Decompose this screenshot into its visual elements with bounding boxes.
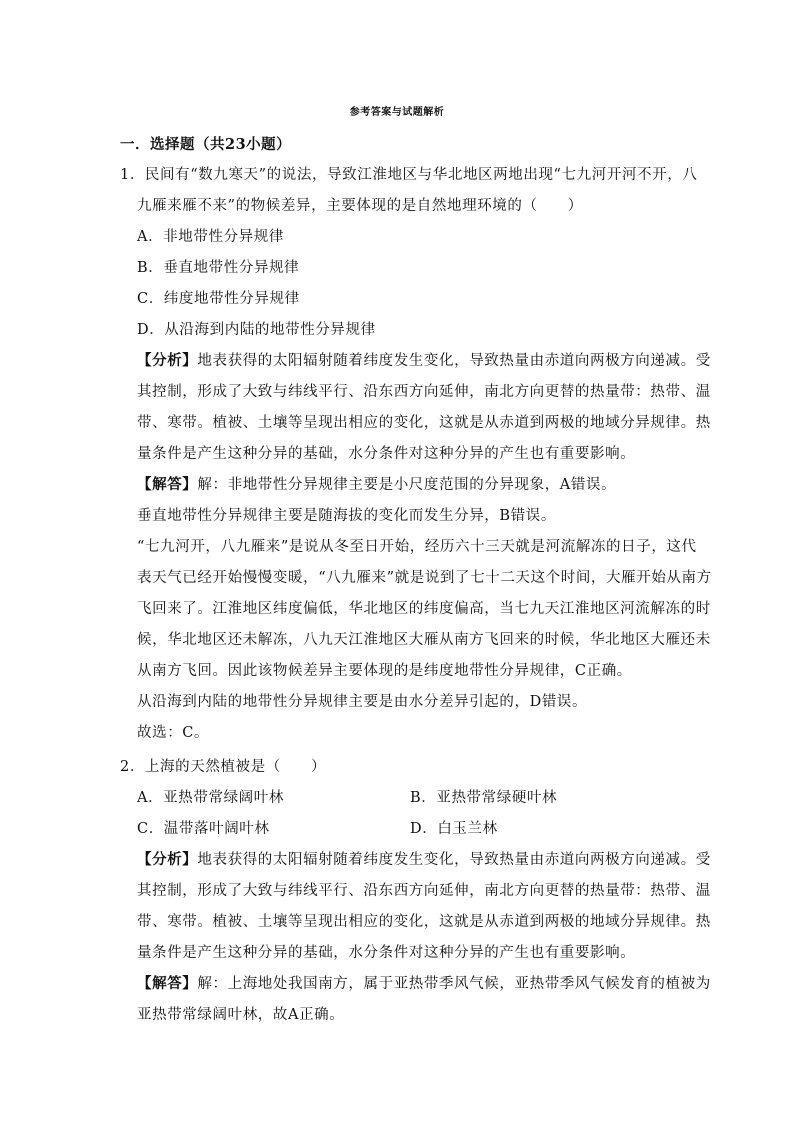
q2-option-b: B．亚热带常绿硬叶林	[410, 790, 558, 806]
q2-analysis-text-1: 地表获得的太阳辐射随着纬度发生变化，导致热量由赤道向两极方向递减。受	[197, 852, 711, 868]
q1-option-c: C．纬度地带性分异规律	[137, 291, 300, 307]
q1-analysis-line-1	[137, 351, 711, 371]
q1-answer-line-1	[137, 475, 616, 495]
q2-answer-line-2: 亚热带常绿阔叶林，故A正确。	[137, 1007, 345, 1023]
document-title: 参考答案与试题解析	[349, 107, 445, 118]
q2-option-c: C．温带落叶阔叶林	[137, 821, 270, 837]
q2-analysis-tag: 【分析】	[137, 851, 198, 868]
q1-answer-line-2: 垂直地带性分异规律主要是随海拔的变化而发生分异，B错误。	[137, 508, 556, 524]
q2-analysis-line-1	[137, 850, 711, 870]
q1-option-b: B．垂直地带性分异规律	[137, 260, 300, 276]
q1-answer-text-1: 解：非地带性分异规律主要是小尺度范围的分异现象，A错误。	[197, 477, 617, 493]
q1-option-d: D．从沿海到内陆的地带性分异规律	[137, 322, 376, 338]
q2-answer-text-1: 解：上海地处我国南方，属于亚热带季风气候，亚热带季风气候发育的植被为	[197, 976, 711, 992]
section-heading: 一．选择题（共23小题）	[120, 136, 292, 153]
q1-answer-line-5: 飞回来了。江淮地区纬度偏低，华北地区的纬度偏高，当七九天江淮地区河流解冻的时	[137, 601, 711, 617]
q1-analysis-line-3: 带、寒带。植被、土壤等呈现出相应的变化，这就是从赤道到两极的地域分异规律。热	[137, 415, 711, 431]
q2-option-d: D．白玉兰林	[410, 821, 498, 837]
q1-analysis-line-2: 其控制，形成了大致与纬线平行、沿东西方向延伸，南北方向更替的热量带：热带、温	[137, 384, 711, 400]
q1-answer-line-8: 从沿海到内陆的地带性分异规律主要是由水分差异引起的，D错误。	[137, 694, 588, 710]
q2-analysis-line-4: 量条件是产生这种分异的基础，水分条件对这种分异的产生也有重要影响。	[137, 945, 636, 961]
q1-answer-line-6: 候，华北地区还未解冻，八九天江淮地区大雁从南方飞回来的时候，华北地区大雁还未	[137, 632, 711, 648]
q1-analysis-line-4: 量条件是产生这种分异的基础，水分条件对这种分异的产生也有重要影响。	[137, 446, 636, 462]
q1-answer-tag: 【解答】	[137, 476, 198, 493]
q1-answer-line-9: 故选：C。	[137, 725, 210, 741]
q1-answer-line-3: “七九河开，八九雁来”是说从冬至日开始，经历六十三天就是河流解冻的日子，这代	[137, 539, 697, 555]
q1-answer-line-7: 从南方飞回。因此该物候差异主要体现的是纬度地带性分异规律，C正确。	[137, 663, 632, 679]
q2-stem: 2．上海的天然植被是（ ）	[120, 759, 327, 775]
q1-stem-line-1: 1．民间有“数九寒天”的说法，导致江淮地区与华北地区两地出现“七九河开河不开，八	[120, 167, 698, 183]
q2-analysis-line-2: 其控制，形成了大致与纬线平行、沿东西方向延伸，南北方向更替的热量带：热带、温	[137, 883, 711, 899]
q2-answer-line-1	[137, 974, 711, 994]
q1-answer-line-4: 表天气已经开始慢慢变暖，“八九雁来”就是说到了七十二天这个时间，大雁开始从南方	[137, 570, 712, 586]
q1-analysis-text-1: 地表获得的太阳辐射随着纬度发生变化，导致热量由赤道向两极方向递减。受	[197, 353, 711, 369]
q2-analysis-line-3: 带、寒带。植被、土壤等呈现出相应的变化，这就是从赤道到两极的地域分异规律。热	[137, 914, 711, 930]
q1-option-a: A．非地带性分异规律	[137, 229, 284, 245]
q2-answer-tag: 【解答】	[137, 975, 198, 992]
q1-analysis-tag: 【分析】	[137, 352, 198, 369]
q2-option-a: A．亚热带常绿阔叶林	[137, 790, 284, 806]
q1-stem-line-2: 九雁来雁不来”的物候差异，主要体现的是自然地理环境的（ ）	[137, 198, 583, 214]
